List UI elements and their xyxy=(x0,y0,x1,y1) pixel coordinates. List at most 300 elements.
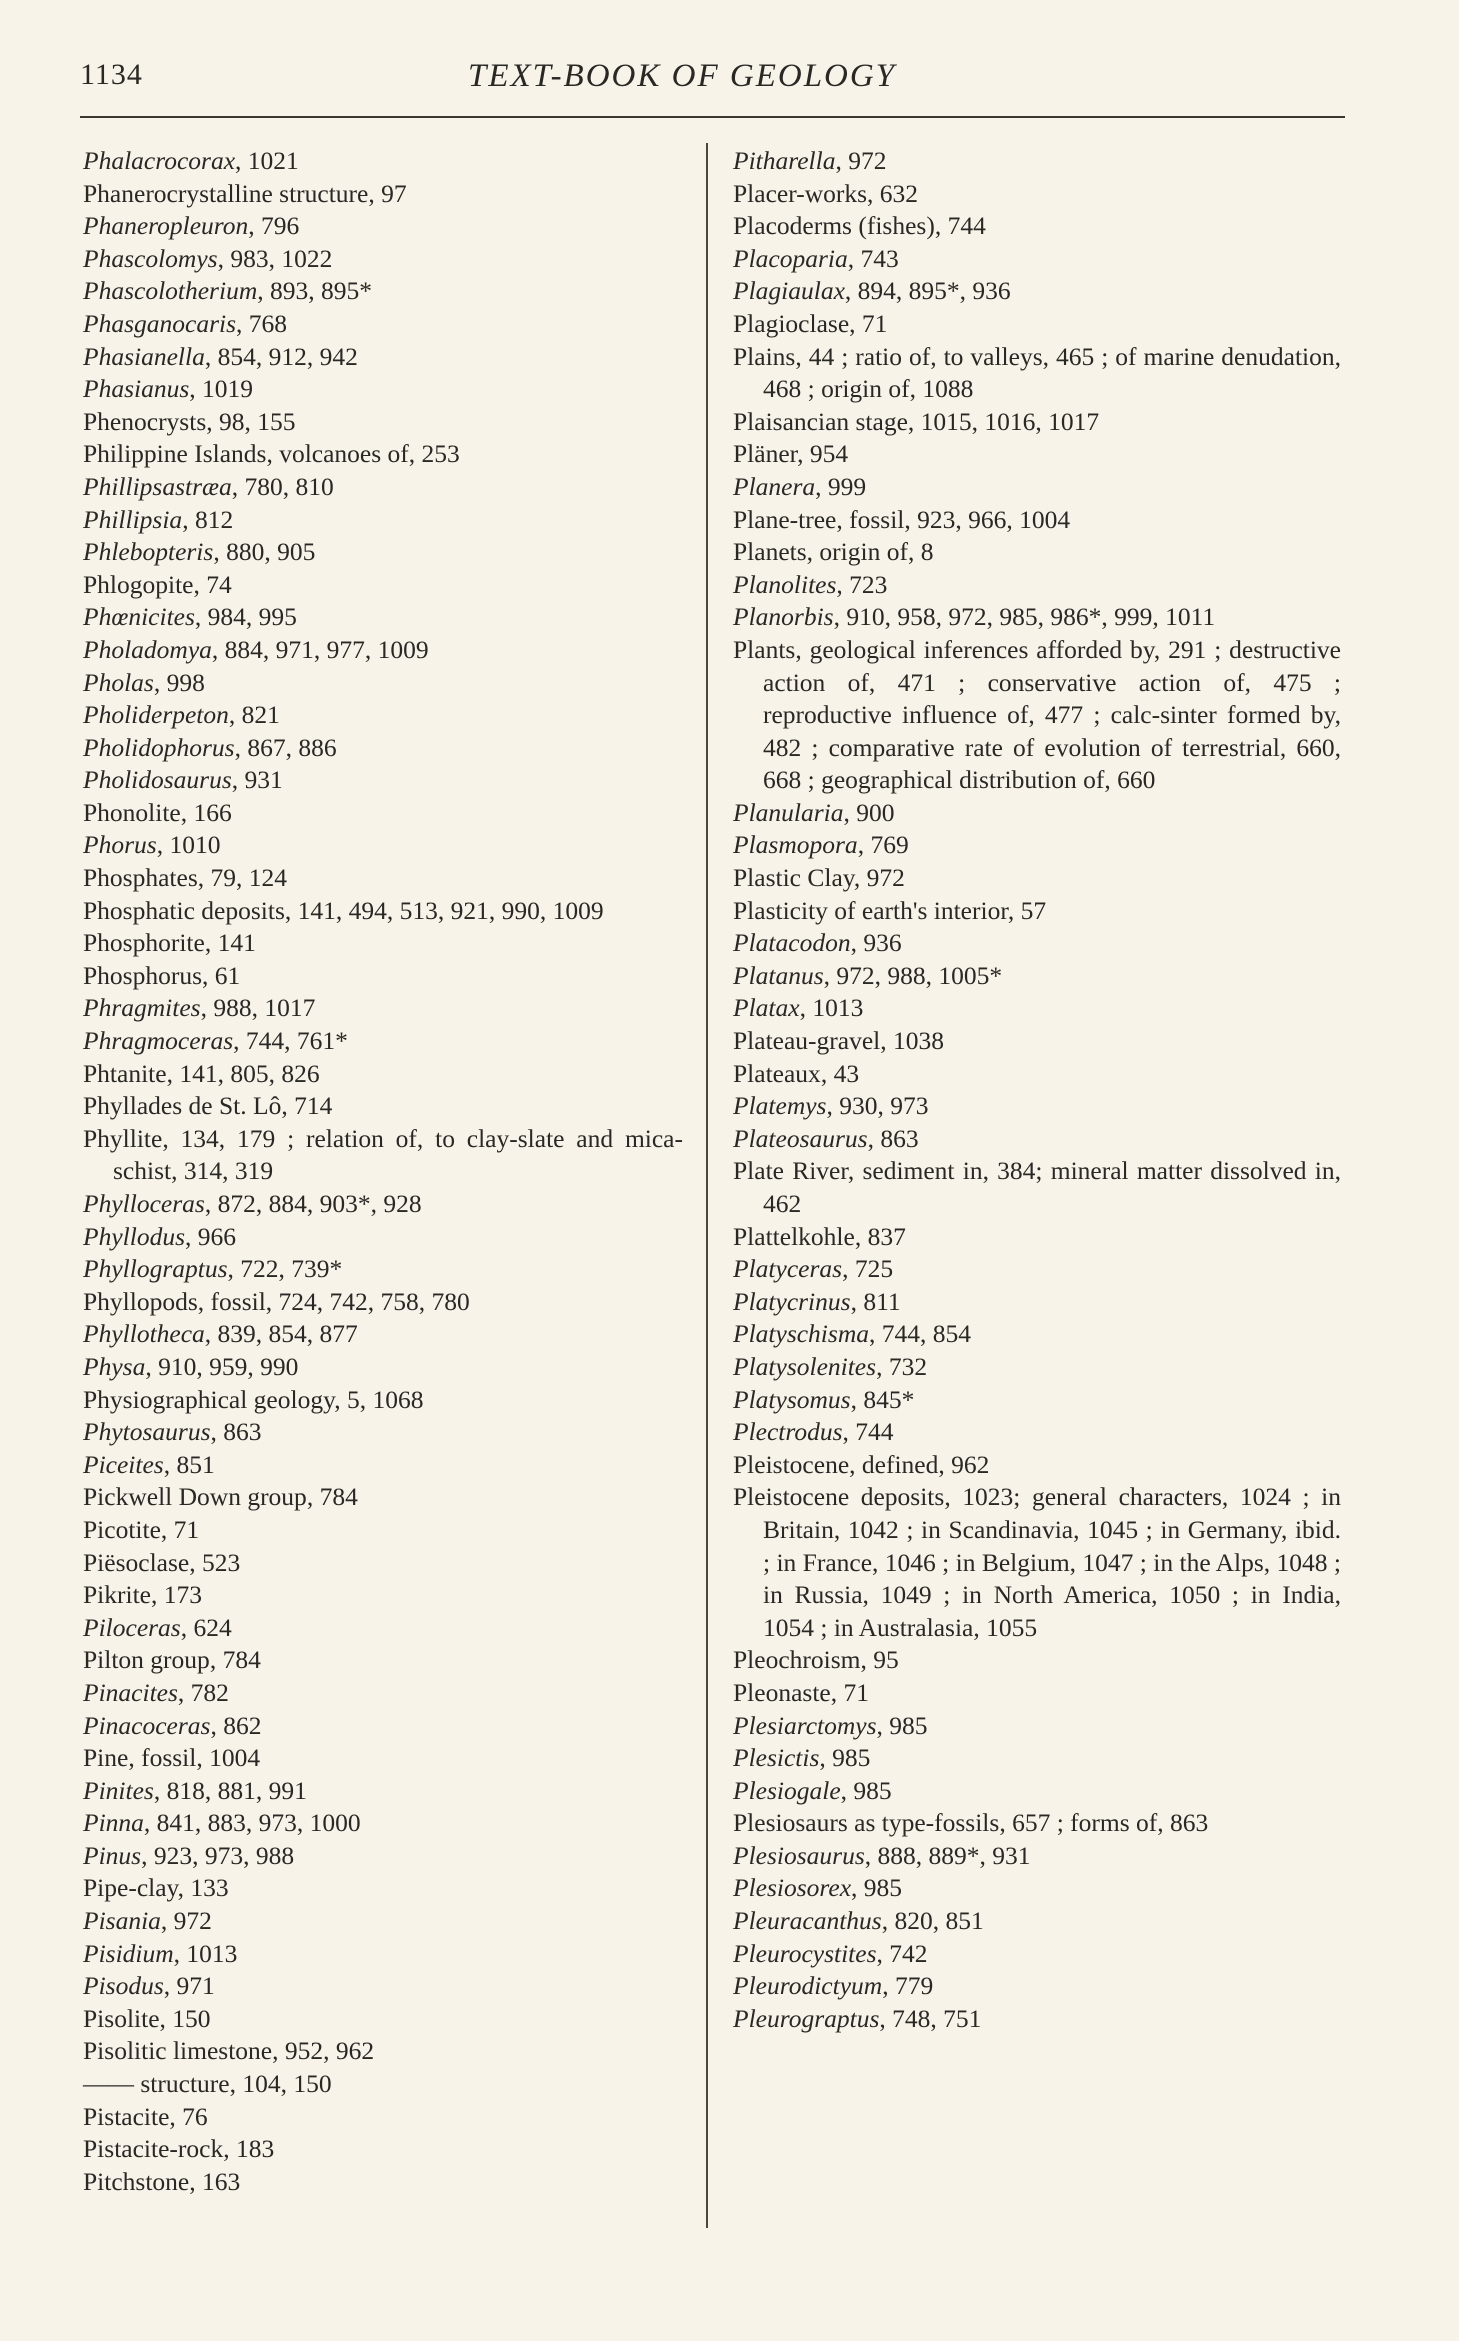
index-term: Pistacite-rock xyxy=(83,2134,224,2164)
index-term: Phenocrysts xyxy=(83,406,207,436)
page-references: , 104, 150 xyxy=(229,2069,332,2099)
index-term: Pisodus xyxy=(83,1971,164,2001)
index-entry xyxy=(83,1123,683,1188)
index-term: Plagiaulax xyxy=(733,276,845,306)
index-term: Pläner xyxy=(733,439,798,469)
page-references: , 985 xyxy=(840,1775,892,1805)
index-term: Pholadomya xyxy=(83,634,212,664)
index-entry xyxy=(733,504,1341,537)
index-term: Picotite xyxy=(83,1514,161,1544)
index-term: Phragmoceras xyxy=(83,1026,234,1056)
index-entry xyxy=(83,373,683,406)
page-references: , 43 xyxy=(820,1058,860,1088)
index-term: Pinites xyxy=(83,1775,154,1805)
index-term: Phosphates xyxy=(83,863,198,893)
index-entry xyxy=(733,1970,1341,2003)
index-entry xyxy=(83,1938,683,1971)
page-references: , 141, 494, 513, 921, 990, 1009 xyxy=(284,895,604,925)
index-term: Pleochroism xyxy=(733,1645,861,1675)
page-references: , 930, 973 xyxy=(826,1091,929,1121)
index-term: Plesictis xyxy=(733,1743,820,1773)
page-references: , 163 xyxy=(189,2166,241,2196)
page-references: , 714 xyxy=(281,1091,333,1121)
index-term: Pleurodictyum xyxy=(733,1971,883,2001)
index-entry xyxy=(83,1612,683,1645)
index-entry xyxy=(733,178,1341,211)
index-term: Pisolitic limestone xyxy=(83,2036,273,2066)
index-entry xyxy=(83,1090,683,1123)
index-term: Phlogopite xyxy=(83,569,194,599)
page-references: , 732 xyxy=(876,1351,928,1381)
index-entry xyxy=(83,406,683,439)
index-term: Plesiogale xyxy=(733,1775,841,1805)
index-term: Platyceras xyxy=(733,1254,843,1284)
index-term: Pilton group xyxy=(83,1645,210,1675)
index-term: Phylloceras xyxy=(83,1189,205,1218)
index-term: Phragmites xyxy=(83,993,201,1023)
index-term: Phyllopods, fossil xyxy=(83,1286,266,1316)
index-entry xyxy=(83,1253,683,1286)
page-references: , 1023; general characters, 1024 ; in Britain, 1042 ; in Scandinavia, 1045 ; in Germany, ibid. ; in France, 1046 ; in Belgium, 1047 ; in the Alps, 1048 ; in Russia, 1049 ; in North America, 1050 ; in India, 1054 ; in Australasia, 1055 xyxy=(763,1482,1341,1642)
page-references: , 723 xyxy=(836,569,888,599)
page-references: , 1015, 1016, 1017 xyxy=(907,406,1100,436)
index-entry xyxy=(733,1025,1341,1058)
page-references: , 894, 895*, 936 xyxy=(844,276,1011,306)
index-entry xyxy=(733,1872,1341,1905)
index-term: Pitharella xyxy=(733,146,836,175)
index-term: Planularia xyxy=(733,797,844,827)
index-entry xyxy=(83,634,683,667)
index-term: Phonolite xyxy=(83,797,181,827)
index-entry xyxy=(733,927,1341,960)
index-term: Placoderms (fishes) xyxy=(733,211,935,241)
index-entry xyxy=(83,438,683,471)
page-references: , 999 xyxy=(815,471,867,501)
page-references: , 812 xyxy=(182,504,234,534)
index-entry xyxy=(733,1710,1341,1743)
running-title: TEXT-BOOK OF GEOLOGY xyxy=(468,58,897,94)
page-references: , 150 xyxy=(159,2003,211,2033)
page-references: , 931 xyxy=(231,765,283,795)
page-references: , 1013 xyxy=(799,993,864,1023)
page-references: , 134, 179 ; relation of, to clay-slate and mica-schist, 314, 319 xyxy=(113,1123,683,1186)
index-entry xyxy=(83,895,683,928)
index-term: Phosphorus xyxy=(83,960,203,990)
index-term: Physa xyxy=(83,1351,146,1381)
index-entry xyxy=(83,145,683,178)
page-references: , 984, 995 xyxy=(194,602,297,632)
index-term: Platyschisma xyxy=(733,1319,869,1349)
page-references: , 173 xyxy=(151,1580,202,1610)
index-term: Plaisancian stage xyxy=(733,406,908,436)
index-term: Plateaux xyxy=(733,1058,821,1088)
index-entry xyxy=(733,471,1341,504)
index-entry xyxy=(83,1286,683,1319)
index-entry xyxy=(733,992,1341,1025)
page-references: , 880, 905 xyxy=(213,537,316,567)
index-term: Placoparia xyxy=(733,243,848,273)
index-term: Phyllades de St. Lô xyxy=(83,1091,282,1121)
page-references: , 988, 1017 xyxy=(200,993,316,1023)
page-references: , 841, 883, 973, 1000 xyxy=(143,1808,361,1838)
index-entry xyxy=(733,862,1341,895)
index-term: Phascolomys xyxy=(83,243,218,273)
index-entry xyxy=(83,1677,683,1710)
page-references: , 748, 751 xyxy=(879,2003,982,2033)
page-references: , 972 xyxy=(835,146,887,175)
index-term: Platycrinus xyxy=(733,1286,851,1316)
index-entry xyxy=(83,601,683,634)
index-entry xyxy=(83,2035,683,2068)
page-references: , 61 xyxy=(202,960,241,990)
index-entry xyxy=(733,634,1341,797)
page-references: , 523 xyxy=(189,1547,241,1577)
page-references: , 71 xyxy=(849,308,888,338)
index-entry xyxy=(83,1449,683,1482)
index-term: Philippine Islands, volcanoes of xyxy=(83,439,409,469)
page-references: , 952, 962 xyxy=(272,2036,375,2066)
page-references: , 744, 761* xyxy=(233,1026,348,1056)
page-references: , 57 xyxy=(1007,895,1047,925)
index-entry xyxy=(83,1644,683,1677)
index-term: Pholidosaurus xyxy=(83,765,232,795)
index-entry xyxy=(83,1775,683,1808)
index-entry xyxy=(733,2003,1341,2036)
index-term: Phyllotheca xyxy=(83,1319,205,1349)
page-references: , 657 ; forms of, 863 xyxy=(999,1808,1209,1838)
index-entry xyxy=(83,1872,683,1905)
index-entry xyxy=(733,1253,1341,1286)
index-entry xyxy=(83,1710,683,1743)
page-references: , 1010 xyxy=(156,830,221,860)
index-term: Pistacite xyxy=(83,2101,170,2131)
index-entry xyxy=(83,2068,683,2101)
index-entry xyxy=(733,1318,1341,1351)
index-term: Pholidophorus xyxy=(83,732,235,762)
index-term: Platacodon xyxy=(733,928,851,958)
index-term: Phorus xyxy=(83,830,157,860)
index-term: Pickwell Down group xyxy=(83,1482,307,1512)
page-references: , 923, 966, 1004 xyxy=(904,504,1071,534)
index-entry xyxy=(83,1807,683,1840)
index-term: Pinacoceras xyxy=(83,1710,211,1740)
page-references: , 253 xyxy=(408,439,460,469)
index-term: —— structure xyxy=(83,2069,230,2099)
index-term: Pholiderpeton xyxy=(83,700,229,730)
index-entry xyxy=(83,243,683,276)
index-entry xyxy=(733,797,1341,830)
page-references: , 8 xyxy=(907,537,934,567)
index-term: Plasticity of earth's interior xyxy=(733,895,1008,925)
index-entry xyxy=(733,1123,1341,1156)
index-term: Piloceras xyxy=(83,1612,181,1642)
page-references: , 744 xyxy=(842,1417,894,1447)
page-references: , 862 xyxy=(210,1710,262,1740)
index-entry xyxy=(83,1384,683,1417)
page-references: , 893, 895* xyxy=(257,276,372,306)
page-references: , 985 xyxy=(851,1873,903,1903)
index-term: Phaneropleuron xyxy=(83,211,249,241)
page-references: , 1019 xyxy=(189,374,254,404)
page-references: , 1021 xyxy=(235,146,299,175)
page-references: , 624 xyxy=(180,1612,232,1642)
index-entry xyxy=(733,406,1341,439)
index-term: Plateau-gravel xyxy=(733,1026,881,1056)
index-term: Pleistocene, defined xyxy=(733,1449,939,1479)
page-references: , 845* xyxy=(850,1384,915,1414)
page-references: , 867, 886 xyxy=(234,732,337,762)
index-entry xyxy=(83,1416,683,1449)
index-term: Phyllograptus xyxy=(83,1254,228,1284)
index-entry xyxy=(733,569,1341,602)
index-entry xyxy=(83,927,683,960)
index-term: Pleuracanthus xyxy=(733,1906,882,1936)
index-term: Pleonaste xyxy=(733,1677,831,1707)
index-term: Plesiosaurs as type-fossils xyxy=(733,1808,1000,1838)
page-references: , 133 xyxy=(177,1873,229,1903)
index-term: Plesiosaurus xyxy=(733,1840,865,1870)
page-references: , 141, 805, 826 xyxy=(166,1058,320,1088)
index-entry xyxy=(83,1318,683,1351)
page-references: , 851 xyxy=(163,1449,215,1479)
page-references: , 44 ; ratio of, to valleys, 465 ; of marine denudation, 468 ; origin of, 1088 xyxy=(763,341,1341,404)
page-references: , 742 xyxy=(876,1938,928,1968)
page-references: , 782 xyxy=(177,1677,229,1707)
index-entry xyxy=(733,1286,1341,1319)
page-references: , 768 xyxy=(236,308,287,338)
index-term: Platysomus xyxy=(733,1384,851,1414)
page-references: , 141 xyxy=(204,928,256,958)
index-entry xyxy=(733,243,1341,276)
index-term: Pleurocystites xyxy=(733,1938,877,1968)
index-entry xyxy=(733,829,1341,862)
index-entry xyxy=(83,178,683,211)
index-term: Plane-tree, fossil xyxy=(733,504,905,534)
index-term: Pinacites xyxy=(83,1677,178,1707)
index-term: Phascolotherium xyxy=(83,276,258,306)
index-term: Pinus xyxy=(83,1840,142,1870)
page-references: , 923, 973, 988 xyxy=(141,1840,295,1870)
index-entry xyxy=(83,1481,683,1514)
index-entry xyxy=(733,438,1341,471)
page-references: , 966 xyxy=(185,1221,236,1251)
page-references: , 725 xyxy=(842,1254,894,1284)
index-entry xyxy=(83,308,683,341)
index-entry xyxy=(733,1938,1341,1971)
index-entry xyxy=(83,797,683,830)
index-entry xyxy=(733,1155,1341,1220)
index-term: Pine, fossil xyxy=(83,1743,197,1773)
index-term: Pinna xyxy=(83,1808,144,1838)
index-term: Pitchstone xyxy=(83,2166,190,2196)
page-references: , 818, 881, 991 xyxy=(153,1775,307,1805)
index-term: Plains xyxy=(733,341,796,371)
page-references: , 910, 959, 990 xyxy=(145,1351,299,1381)
index-term: Planets, origin of xyxy=(733,537,908,567)
index-entry xyxy=(83,471,683,504)
index-entry xyxy=(83,862,683,895)
index-entry xyxy=(83,764,683,797)
page-references: , 76 xyxy=(169,2101,208,2131)
page-references: , 811 xyxy=(850,1286,901,1316)
index-entry xyxy=(83,829,683,862)
page-references: , 820, 851 xyxy=(881,1906,984,1936)
page-references: , 985 xyxy=(876,1710,928,1740)
index-entry xyxy=(83,341,683,374)
index-term: Plate River, sediment in xyxy=(733,1156,983,1186)
index-term: Pleurograptus xyxy=(733,2003,880,2033)
page-references: , 724, 742, 758, 780 xyxy=(265,1286,470,1316)
index-term: Phasianus xyxy=(83,374,190,404)
index-term: Plateosaurus xyxy=(733,1123,868,1153)
page-references: , 821 xyxy=(228,700,280,730)
page-references: , 837 xyxy=(854,1221,906,1251)
index-entry xyxy=(83,536,683,569)
page-references: , 71 xyxy=(160,1514,200,1544)
page-references: , 854, 912, 942 xyxy=(204,341,358,371)
index-term: Pleistocene deposits xyxy=(733,1482,945,1512)
page-references: , 722, 739* xyxy=(227,1254,343,1284)
index-column-left xyxy=(83,145,683,2198)
index-entry xyxy=(83,1840,683,1873)
index-entry xyxy=(83,569,683,602)
page-references: , 384; mineral matter dissolved in, 462 xyxy=(763,1156,1341,1218)
page-references: , 183 xyxy=(223,2134,275,2164)
index-term: Platanus xyxy=(733,960,824,990)
index-term: Piceites xyxy=(83,1449,164,1479)
page-references: , 796 xyxy=(248,211,300,241)
page-references: , 71 xyxy=(830,1677,869,1707)
page-references: , 998 xyxy=(153,667,205,697)
index-entry xyxy=(83,1742,683,1775)
index-entry xyxy=(733,341,1341,406)
index-term: Platemys xyxy=(733,1091,827,1121)
index-entry xyxy=(83,210,683,243)
index-entry xyxy=(733,145,1341,178)
index-term: Phillipsastræa xyxy=(83,471,232,501)
page-references: , 98, 155 xyxy=(206,406,296,436)
index-term: Phyllite xyxy=(83,1123,163,1153)
index-entry xyxy=(83,1221,683,1254)
index-term: Phlebopteris xyxy=(83,537,214,567)
index-term: Platax xyxy=(733,993,800,1023)
page-references: , 79, 124 xyxy=(197,863,287,893)
index-entry xyxy=(83,1514,683,1547)
index-term: Placer-works xyxy=(733,178,868,208)
index-entry xyxy=(733,1481,1341,1644)
index-term: Pisania xyxy=(83,1906,161,1936)
page-references: , 972, 988, 1005* xyxy=(823,960,1003,990)
index-entry xyxy=(83,667,683,700)
index-entry xyxy=(733,1090,1341,1123)
page-references: , 1013 xyxy=(173,1938,238,1968)
index-entry xyxy=(733,1449,1341,1482)
index-entry xyxy=(733,1677,1341,1710)
page-references: , 166 xyxy=(180,797,232,827)
page-references: , 962 xyxy=(938,1449,990,1479)
index-term: Pikrite xyxy=(83,1580,151,1610)
index-term: Phosphorite xyxy=(83,928,205,958)
page-references: , 779 xyxy=(882,1971,934,2001)
index-term: Plectrodus xyxy=(733,1417,843,1447)
page-references: , 863 xyxy=(210,1417,262,1447)
index-entry xyxy=(733,1058,1341,1091)
index-entry xyxy=(83,1547,683,1580)
index-term: Planera xyxy=(733,471,816,501)
index-term: Pipe-clay xyxy=(83,1873,178,1903)
index-entry xyxy=(733,960,1341,993)
index-entry xyxy=(83,1025,683,1058)
page-references: , 291 ; destructive action of, 471 ; conservative action of, 475 ; reproductive influence of, 477 ; calc-sinter formed by, 482 ; comparative rate of evolution of terrestrial, 660, 668 ; geographical distribution of, 660 xyxy=(763,634,1342,795)
page-references: , 744 xyxy=(934,211,986,241)
page-references: , 784 xyxy=(209,1645,261,1675)
index-entry xyxy=(83,1905,683,1938)
page-references: , 780, 810 xyxy=(231,471,334,501)
index-entry xyxy=(83,275,683,308)
index-entry xyxy=(83,1351,683,1384)
page-references: , 972 xyxy=(853,863,905,893)
index-entry xyxy=(83,2003,683,2036)
index-term: Pisolite xyxy=(83,2003,160,2033)
page-references: , 95 xyxy=(860,1645,899,1675)
page-references: , 972 xyxy=(160,1906,212,1936)
index-entry xyxy=(733,1644,1341,1677)
page-references: , 888, 889*, 931 xyxy=(864,1840,1031,1870)
index-term: Planorbis xyxy=(733,602,834,632)
index-term: Physiographical geology xyxy=(83,1384,335,1414)
index-entry xyxy=(83,2133,683,2166)
index-term: Plasmopora xyxy=(733,830,858,860)
index-entry xyxy=(83,2101,683,2134)
index-entry xyxy=(83,699,683,732)
page-references: , 872, 884, 903*, 928 xyxy=(204,1189,422,1218)
index-entry xyxy=(733,210,1341,243)
index-entry xyxy=(733,308,1341,341)
index-entry xyxy=(83,1188,683,1221)
index-term: Phillipsia xyxy=(83,504,183,534)
index-term: Plants, geological inferences afforded by xyxy=(733,634,1154,664)
page-references: , 971 xyxy=(163,1971,215,2001)
page-references: , 839, 854, 877 xyxy=(204,1319,358,1349)
index-entry xyxy=(83,2166,683,2199)
page-references: , 632 xyxy=(867,178,919,208)
index-entry xyxy=(733,536,1341,569)
index-entry xyxy=(733,1775,1341,1808)
index-entry xyxy=(83,1970,683,2003)
page-references: , 863 xyxy=(867,1123,919,1153)
index-term: Piësoclase xyxy=(83,1547,190,1577)
index-entry xyxy=(733,1416,1341,1449)
index-entry xyxy=(83,1579,683,1612)
page-references: , 1038 xyxy=(880,1026,945,1056)
index-term: Phalacrocorax xyxy=(83,146,236,175)
page-references: , 74 xyxy=(193,569,232,599)
index-entry xyxy=(733,1351,1341,1384)
index-entry xyxy=(83,960,683,993)
page-references: , 884, 971, 977, 1009 xyxy=(211,634,429,664)
page-references: , 97 xyxy=(368,178,407,208)
page-references: , 910, 958, 972, 985, 986*, 999, 1011 xyxy=(833,602,1216,632)
index-entry xyxy=(83,732,683,765)
index-entry xyxy=(733,1807,1341,1840)
index-term: Phtanite xyxy=(83,1058,167,1088)
index-term: Pholas xyxy=(83,667,154,697)
index-term: Plesiarctomys xyxy=(733,1710,877,1740)
index-entry xyxy=(733,895,1341,928)
index-term: Phyllodus xyxy=(83,1221,185,1251)
page-references: , 1004 xyxy=(196,1743,261,1773)
index-term: Pisidium xyxy=(83,1938,174,1968)
